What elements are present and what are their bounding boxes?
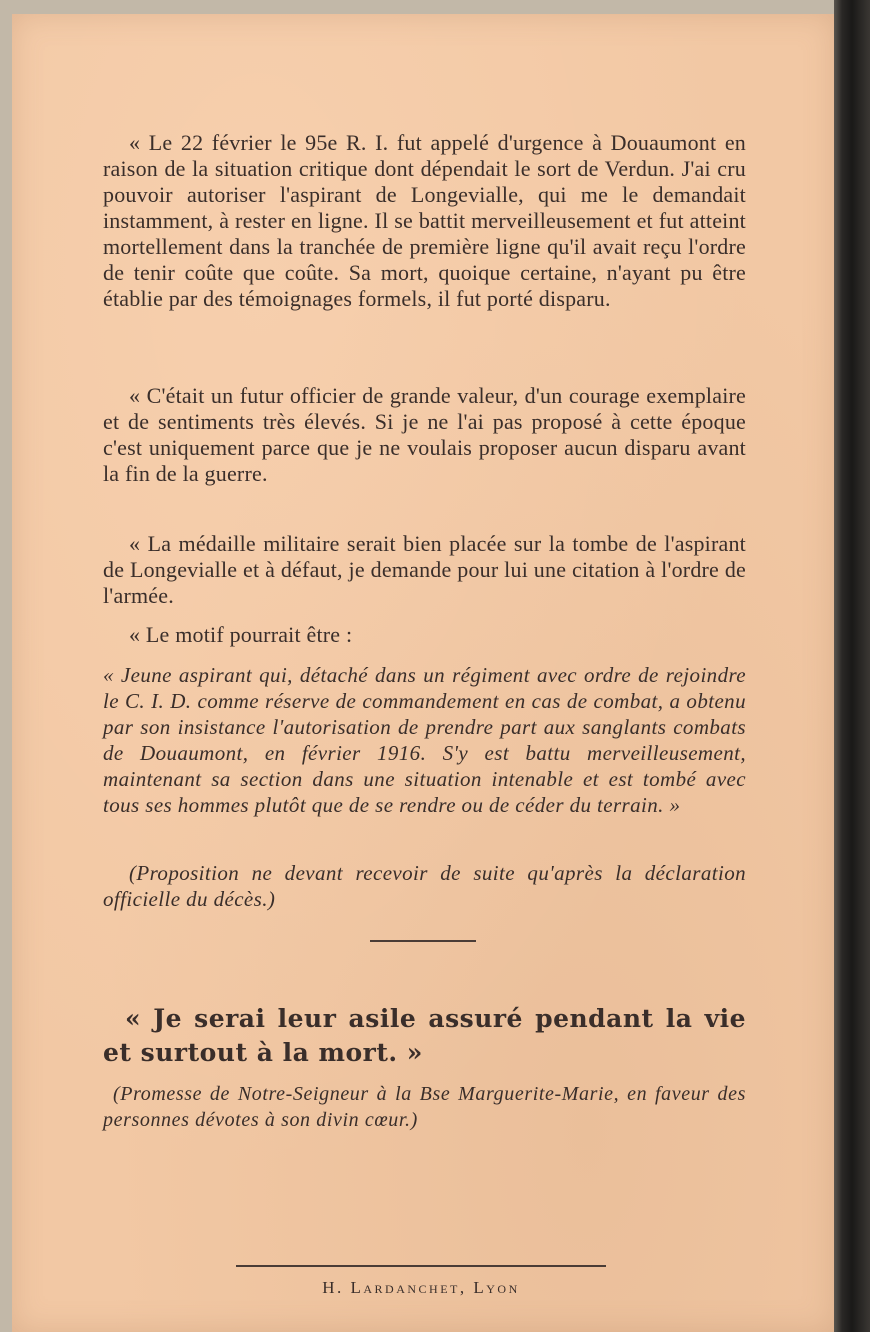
section-divider — [370, 940, 476, 942]
citation-text: « Jeune aspirant qui, détaché dans un régiment avec ordre de rejoindre le C. I. D. comme réserve de commandement en cas de combat, a obtenu par son insistance l'autorisation de prendre part aux sanglants combats de Douaumont, en février 1916. S'y est battu merveilleusement, maintenant sa section dans une situation intenable et est tombé avec tous ses hommes plutôt que de se rendre ou de céder du terrain. » — [103, 663, 746, 817]
paragraph-medal-request: « La médaille militaire serait bien placée sur la tombe de l'aspirant de Longevialle et à défaut, je demande pour lui une citation à l'ordre de l'armée. — [103, 531, 746, 608]
proposition-note: (Proposition ne devant recevoir de suite qu'après la déclaration officielle du décès.) — [103, 861, 746, 911]
devotional-quote: « Je serai leur asile assuré pendant la vie et surtout à la mort. » — [103, 1004, 746, 1067]
paragraph-character: « C'était un futur officier de grande valeur, d'un courage exemplaire et de sentiments très élevés. Si je ne l'ai pas proposé à cette époque c'est uniquement parce que je ne voulais proposer aucun disparu avant la fin de la guerre. — [103, 383, 746, 486]
printer-imprint: H. Lardanchet, Lyon — [322, 1278, 520, 1297]
paragraph-motif-intro: « Le motif pourrait être : — [129, 622, 353, 647]
footer-rule — [236, 1265, 606, 1267]
background-edge — [834, 0, 870, 1332]
paragraph-account: « Le 22 février le 95e R. I. fut appelé d'urgence à Douaumont en raison de la situation critique dont dépendait le sort de Verdun. J'ai cru pouvoir autoriser l'aspirant de Longevialle, qui me le demandait instamment, à rester en ligne. Il se battit merveilleusement et fut atteint mortellement dans la tranchée de première ligne qu'il avait reçu l'ordre de tenir coûte que coûte. Sa mort, quoique certaine, n'ayant pu être établie par des témoignages formels, il fut porté disparu. — [103, 130, 746, 311]
promise-attribution: (Promesse de Notre-Seigneur à la Bse Marguerite-Marie, en faveur des personnes dévotes à son divin cœur.) — [103, 1083, 746, 1131]
